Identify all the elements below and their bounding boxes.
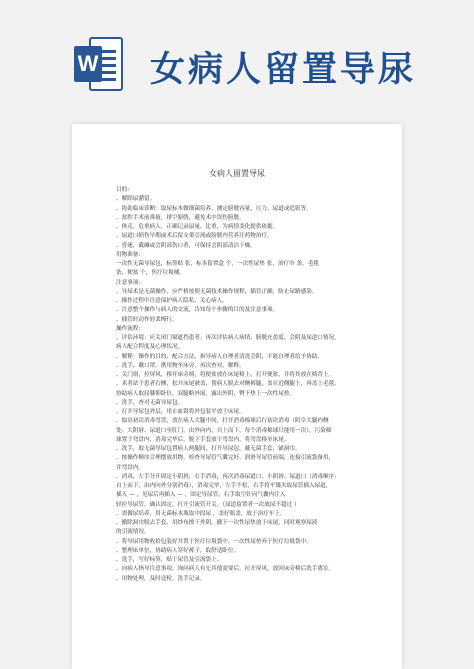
document-line: 轻拉导尿管，确认固定，打开引流管开关。（尿道留置者一次放尿不超过 ） — [116, 501, 300, 508]
document-line: 处、大阴唇、尿道口至肛门，由外向内，自上而下，每个消毒棉球只能用一次），污染棉 — [116, 427, 332, 434]
document-line: 、注意整个操作与病人的交流，告知每个步骤的目的及注意事项。 — [116, 307, 279, 314]
document-line: 球置于弯盘内，消毒完毕后，脱下手套放于弯盘内，将弯盘移至床尾。 — [116, 436, 290, 443]
document-line: 、解释：操作的目的、配合方法，指导病人自理者清洗会阴，不能自理者给予协助。 — [116, 353, 323, 360]
page-title: 女病人留置导尿 — [150, 49, 417, 90]
document-title: 女病人留置导尿 — [209, 169, 265, 178]
document-line: 、向病人指导注意事项，询问病人有无其他需要后，拉开屏风，放回床旁椅后洗手离室。 — [116, 566, 335, 573]
document-line: 、按操作顺序合理摆放用物，检查导尿管气囊完好，润滑导尿管前端，连接引流袋备用， — [116, 455, 335, 462]
document-line: 、操作过程中注意保护病人隐私，关心病人。 — [116, 298, 228, 304]
document-line: 插入 — ，见尿后再插入 — ，固定导尿管，右手取空针向气囊内注入 — [116, 492, 286, 499]
document-line: 、整理床单位，协助病人穿好裤子，取舒适卧位。 — [116, 547, 240, 554]
word-document-icon — [74, 36, 124, 92]
document-line: 、洗手，查对无菌导尿包。 — [116, 399, 184, 406]
document-line: 注意事项： — [116, 279, 144, 286]
document-line: 自上而下，由内向外分别消毒），消毒完毕，左手不松，右手将平镊夹取尿管插入尿道， — [116, 483, 332, 489]
document-line: 、昏迷，截瘫或会阴部伤口者，可保持会阴部清洁干燥。 — [116, 242, 256, 249]
document-line: 、消毒，左手分开固定小阴唇，右手消毒，再次消毒尿道口、小阴唇、尿道口（消毒顺序： — [116, 473, 340, 480]
document-body — [116, 186, 368, 584]
document-line: 、协助临床诊断：取尿标本做细菌培养、测定膀胱容量、压力、尿道或造影等。 — [116, 205, 312, 212]
document-line: 用物准备： — [116, 251, 144, 258]
document-line: 、尿道口损伤早期或术后留支架引流或膀胱内营养注药物治疗。 — [116, 233, 273, 240]
document-line: 、撤除洞巾脱去手套，用纱布擦干外阴，撤下一次性尿垫放于床尾，同时观察尿液 — [116, 520, 318, 526]
document-line: 协助病人取屈膝仰卧位，双腿略外展，露出外阴，臀下垫上一次性尿垫。 — [116, 390, 296, 397]
document-line: 、洗手，戴口罩，携用物至床旁，再次查对，解释。 — [116, 362, 245, 369]
document-line: 操作流程： — [116, 325, 144, 332]
document-line: 并弯盘内。 — [116, 464, 144, 471]
document-page — [72, 124, 402, 669]
document-line: 、将导尿用物收拾包装好并置于医疗垃圾袋中，一次性尿垫弃于医疗垃圾袋中。 — [116, 538, 312, 545]
document-line: 目的： — [116, 187, 133, 193]
document-line: 、洗手，取无菌导尿包置病人两腿间，打开导尿包，戴无菌手套，铺洞巾。 — [116, 446, 301, 452]
document-line: 、打开导尿包外层，用止血钳将外包装平放于床尾。 — [116, 409, 245, 415]
svg-text:W: W — [77, 51, 99, 76]
document-line: 、取出初次消毒弯盘，放在病人大腿中间，打开消毒棉球后行初次消毒（阴阜大腿内侧 — [116, 418, 329, 425]
document-line: 、需做尿培养，用无菌标本瓶取中段尿 ，盖好瓶盖，放于治疗车上。 — [116, 510, 286, 517]
document-line: 、洗手，写好标签，贴于尿管及引流袋上。 — [116, 557, 223, 563]
document-line: 、解除尿潴留。 — [116, 196, 156, 203]
document-line: 、术者站于患者右侧，松开床尾被盖，帮病人脱去对侧裤腿，盖在近侧腿上，再盖上毛毯， — [116, 381, 340, 388]
document-line: 、用物处理，及时送检，洗手记录。 — [116, 575, 206, 582]
document-line: 、插管时动作轻柔慢行。 — [116, 316, 178, 323]
header — [0, 0, 474, 110]
document-line: 、关门窗，拉屏风，移开床旁椅，将便盆放在床尾椅上，打开便盆，并将其放在椅背上。 — [116, 372, 335, 378]
document-line: 的引流情况。 — [116, 529, 150, 536]
document-line: 一次性无菌导尿包，标签贴 张，标本留置盒 个，一次性尿垫 张，治疗巾 条，毛毯 — [116, 261, 319, 267]
document-line: 、评估环境：应关闭门窗遮挡患者；再次评估病人病情、膀胱充盈度、会阴及尿道口情况， — [116, 335, 340, 341]
document-line: 、盆腔手术前准备，排空膀胱，避免术中误伤膀胱。 — [116, 214, 245, 221]
document-line: 、休克、危重病人，正确记录尿量、比重，为病情变化提供依据。 — [116, 224, 279, 230]
document-line: 、导尿术是无菌操作，应严格按照无菌技术操作规程，插管正确，防止尿路感染。 — [116, 288, 318, 295]
document-line: 条，便盆 个，医疗垃圾桶。 — [116, 270, 185, 277]
document-line: 病人配合程度及心理状况。 — [116, 344, 184, 351]
